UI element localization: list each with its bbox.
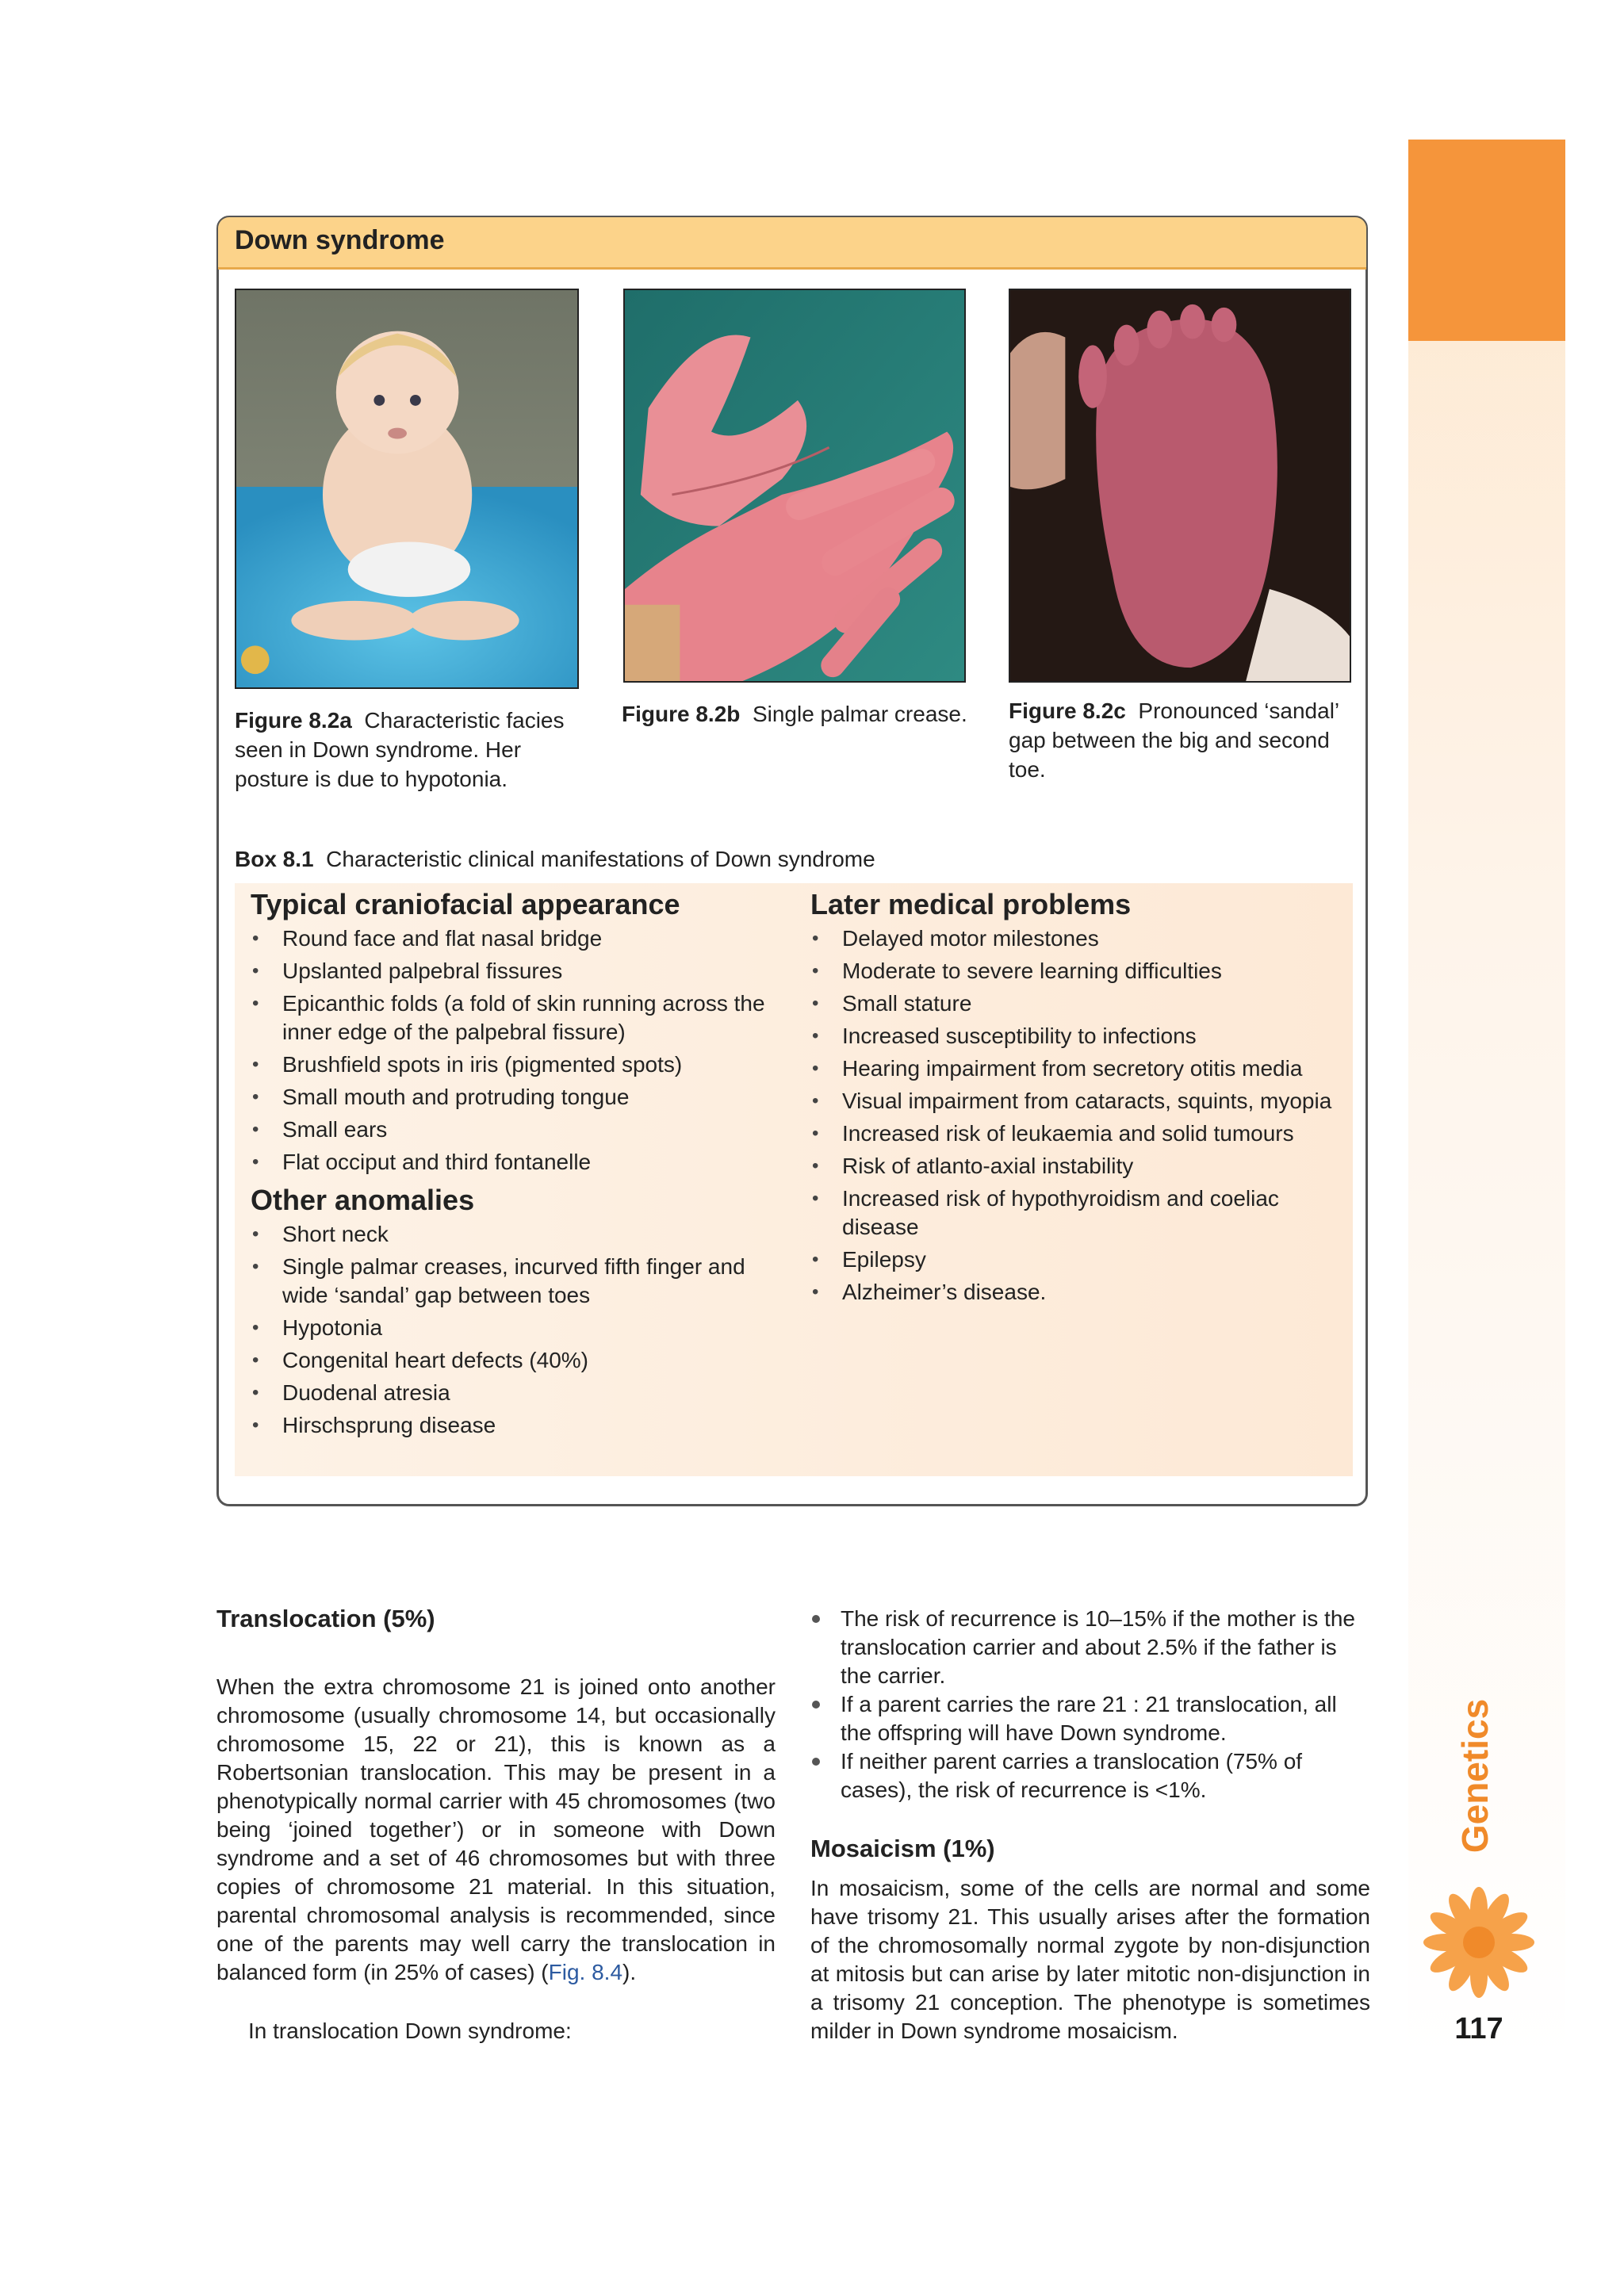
craniofacial-list — [235, 924, 790, 1177]
section-heading-other-anomalies: Other anomalies — [251, 1184, 475, 1216]
list-item: • Moderate to severe learning difficulties — [795, 957, 1350, 985]
palm-photo — [623, 289, 966, 683]
figure-caption-c: Figure 8.2c Pronounced ‘sandal’ gap between the big and second toe. — [1009, 698, 1339, 782]
section-heading-later-problems: Later medical problems — [810, 888, 1132, 920]
section-heading-craniofacial: Typical craniofacial appearance — [251, 888, 680, 920]
list-item: • Delayed motor milestones — [795, 924, 1350, 953]
figure-caption-a: Figure 8.2a Characteristic facies seen in Down syndrome. Her posture is due to hypotonia. — [235, 708, 565, 791]
translocation-paragraph: When the extra chromosome 21 is joined onto another chromosome (usually chromosome 14, but occasionally chromosome 15, 22 or 21), this is known as a Robertsonian translocation. This may be present in a phenotypically normal carrier with 45 chromosomes (two being ‘joined together’) or in someone with Down syndrome and a set of 46 chromosomes but with three copies of chromosome 21 material. In this situation, parental chromosomal analysis is recommended, since one of the parents may well carry the translocation in balanced form (in 25% of cases) (Fig. 8.4). — [216, 1674, 776, 1984]
list-item: • Hearing impairment from secretory otitis media — [795, 1054, 1350, 1083]
recurrence-risk-list — [809, 1605, 1373, 1804]
list-item: • Hirschsprung disease — [235, 1411, 790, 1440]
list-item: • Increased risk of hypothyroidism and coeliac disease — [795, 1184, 1350, 1242]
list-item: If a parent carries the rare 21 : 21 translocation, all the offspring will have Down syndrome. — [809, 1690, 1373, 1747]
baby-sitting-photo — [235, 289, 579, 689]
flower-icon — [1415, 1879, 1542, 2006]
foot-photo — [1009, 289, 1351, 683]
list-item: • Short neck — [235, 1220, 790, 1249]
list-item: • Flat occiput and third fontanelle — [235, 1148, 790, 1177]
list-item: • Alzheimer’s disease. — [795, 1278, 1350, 1307]
list-item: If neither parent carries a translocation (75% of cases), the risk of recurrence is <1%. — [809, 1747, 1373, 1804]
left-column — [235, 885, 790, 1444]
list-item: The risk of recurrence is 10–15% if the mother is the translocation carrier and about 2.5% if the father is the carrier. — [809, 1605, 1373, 1690]
other-anomalies-list — [235, 1220, 790, 1440]
list-item: • Round face and flat nasal bridge — [235, 924, 790, 953]
list-item: • Single palmar creases, incurved fifth finger and wide ‘sandal’ gap between toes — [235, 1253, 790, 1310]
list-item: • Duodenal atresia — [235, 1379, 790, 1407]
right-column — [795, 885, 1350, 1311]
translocation-heading: Translocation (5%) — [216, 1605, 435, 1632]
side-tab — [1408, 140, 1565, 341]
list-item: • Visual impairment from cataracts, squints, myopia — [795, 1087, 1350, 1115]
translocation-lead: In translocation Down syndrome: — [248, 2019, 572, 2043]
figure-link[interactable]: Fig. 8.4 — [548, 1960, 623, 1984]
box-title: Down syndrome — [235, 225, 445, 255]
list-item: • Upslanted palpebral fissures — [235, 957, 790, 985]
list-item: • Small stature — [795, 989, 1350, 1018]
section-label: Genetics — [1454, 1698, 1496, 1854]
figure-caption-b: Figure 8.2b Single palmar crease. — [622, 702, 967, 726]
box-caption: Box 8.1 Characteristic clinical manifestations of Down syndrome — [235, 847, 875, 871]
mosaicism-paragraph: In mosaicism, some of the cells are normal and some have trisomy 21. This usually arises after the formation of the chromosomally normal zygote by non-disjunction at mitosis but can arise by later mitotic non-disjunction in a trisomy 21 conception. The phenotype is sometimes milder in Down syndrome mosaicism. — [810, 1876, 1370, 2043]
page-number: 117 — [1454, 2012, 1503, 2045]
list-item: • Epilepsy — [795, 1246, 1350, 1274]
list-item: • Small mouth and protruding tongue — [235, 1083, 790, 1112]
later-problems-list — [795, 924, 1350, 1307]
list-item: • Hypotonia — [235, 1314, 790, 1342]
list-item: • Risk of atlanto-axial instability — [795, 1152, 1350, 1181]
list-item: • Congenital heart defects (40%) — [235, 1346, 790, 1375]
list-item: • Small ears — [235, 1115, 790, 1144]
list-item: • Brushfield spots in iris (pigmented spots) — [235, 1050, 790, 1079]
list-item: • Increased risk of leukaemia and solid tumours — [795, 1119, 1350, 1148]
list-item: • Increased susceptibility to infections — [795, 1022, 1350, 1050]
mosaicism-heading: Mosaicism (1%) — [810, 1835, 995, 1862]
list-item: • Epicanthic folds (a fold of skin running across the inner edge of the palpebral fissure) — [235, 989, 790, 1047]
